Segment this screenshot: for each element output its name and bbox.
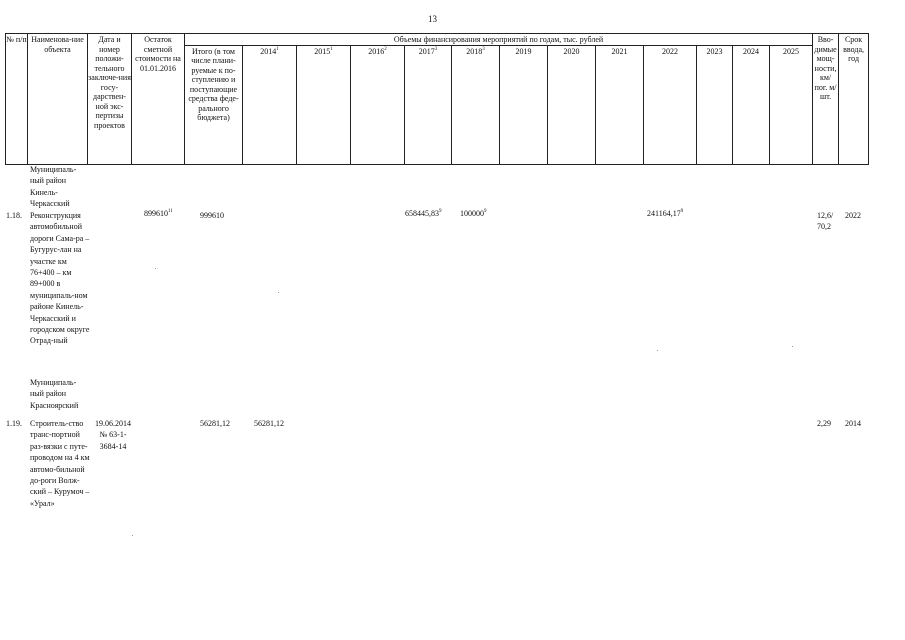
row-119-capacity: 2,29 bbox=[817, 419, 831, 428]
row-119-num: 1.19. bbox=[6, 419, 22, 428]
header-year: 2022 bbox=[644, 45, 697, 164]
header-year: 2019 bbox=[500, 45, 548, 164]
header-name: Наименова-ние объекта bbox=[28, 34, 88, 165]
header-year: 2015$^1$ bbox=[297, 45, 351, 164]
header-year: 2025 bbox=[770, 45, 813, 164]
row-118-total: 999610 bbox=[200, 211, 224, 220]
header-year: 2020 bbox=[548, 45, 596, 164]
scan-speck bbox=[278, 292, 279, 293]
row-118-num: 1.18. bbox=[6, 211, 22, 220]
header-term: Срок ввода, год bbox=[839, 34, 869, 165]
row-118-capacity: 12,6/ 70,2 bbox=[817, 211, 834, 232]
row-118-2022: 241164,17$^9$ bbox=[647, 209, 684, 218]
row-119-total: 56281,12 bbox=[200, 419, 230, 428]
header-year: 2018$^3$ bbox=[452, 45, 500, 164]
section-label-kinel: Муниципаль-ный район Кинель-Черкасский bbox=[30, 165, 77, 209]
row-118-term: 2022 bbox=[845, 211, 861, 220]
page-number: 13 bbox=[428, 14, 437, 24]
header-funding-group: Объемы финансирования мероприятий по годам, тыс. рублей bbox=[185, 34, 813, 46]
row-119-2014: 56281,12 bbox=[254, 419, 284, 428]
section-label-krasnoyarsk: Муниципаль-ный район Красноярский bbox=[30, 378, 79, 410]
header-year: 2023 bbox=[697, 45, 733, 164]
row-119-date: 19.06.2014 № 63-1-3684-14 bbox=[95, 419, 131, 451]
table-header bbox=[5, 33, 869, 165]
row-118-name: Реконструкция автомобильной дороги Сама-ра – Бугурус-лан на участке км 76+400 – км 89+000 в муниципаль-ном районе Кинель-Черкасский и городском округе Отрад-ный bbox=[30, 211, 90, 346]
row-118-2017: 658445,83$^9$ bbox=[405, 209, 442, 218]
header-date: Дата и номер положи-тельного заключе-ния госу-дарствен-ной экс-пертизы проектов bbox=[88, 34, 132, 165]
row-118-2018: 100000$^9$ bbox=[460, 209, 487, 218]
row-118-balance: 899610$^{11}$ bbox=[144, 209, 173, 218]
header-year: 2024 bbox=[733, 45, 770, 164]
row-119-term: 2014 bbox=[845, 419, 861, 428]
header-capacity: Вво-димые мощ-ности, км/ пог. м/шт. bbox=[813, 34, 839, 165]
row-119-name: Строитель-ство транс-портной раз-вязки с путе-проводом на 4 км автомо-бильной до-роги Волж-ский – Курумоч – «Урал» bbox=[30, 419, 90, 508]
scan-speck bbox=[657, 350, 658, 351]
scan-speck bbox=[132, 535, 133, 536]
scan-speck bbox=[792, 346, 793, 347]
header-year: 2016$^2$ bbox=[351, 45, 405, 164]
header-total: Итого (в том числе плани-руемые к по-ступлению и поступающие средства феде-рального бюджета) bbox=[185, 45, 243, 164]
header-balance: Остаток сметной стоимости на 01.01.2016 bbox=[132, 34, 185, 165]
header-year: 2017$^3$ bbox=[405, 45, 452, 164]
header-year: 2014$^1$ bbox=[243, 45, 297, 164]
header-num: № п/п bbox=[6, 34, 28, 165]
scan-speck bbox=[155, 268, 156, 269]
header-year: 2021 bbox=[596, 45, 644, 164]
